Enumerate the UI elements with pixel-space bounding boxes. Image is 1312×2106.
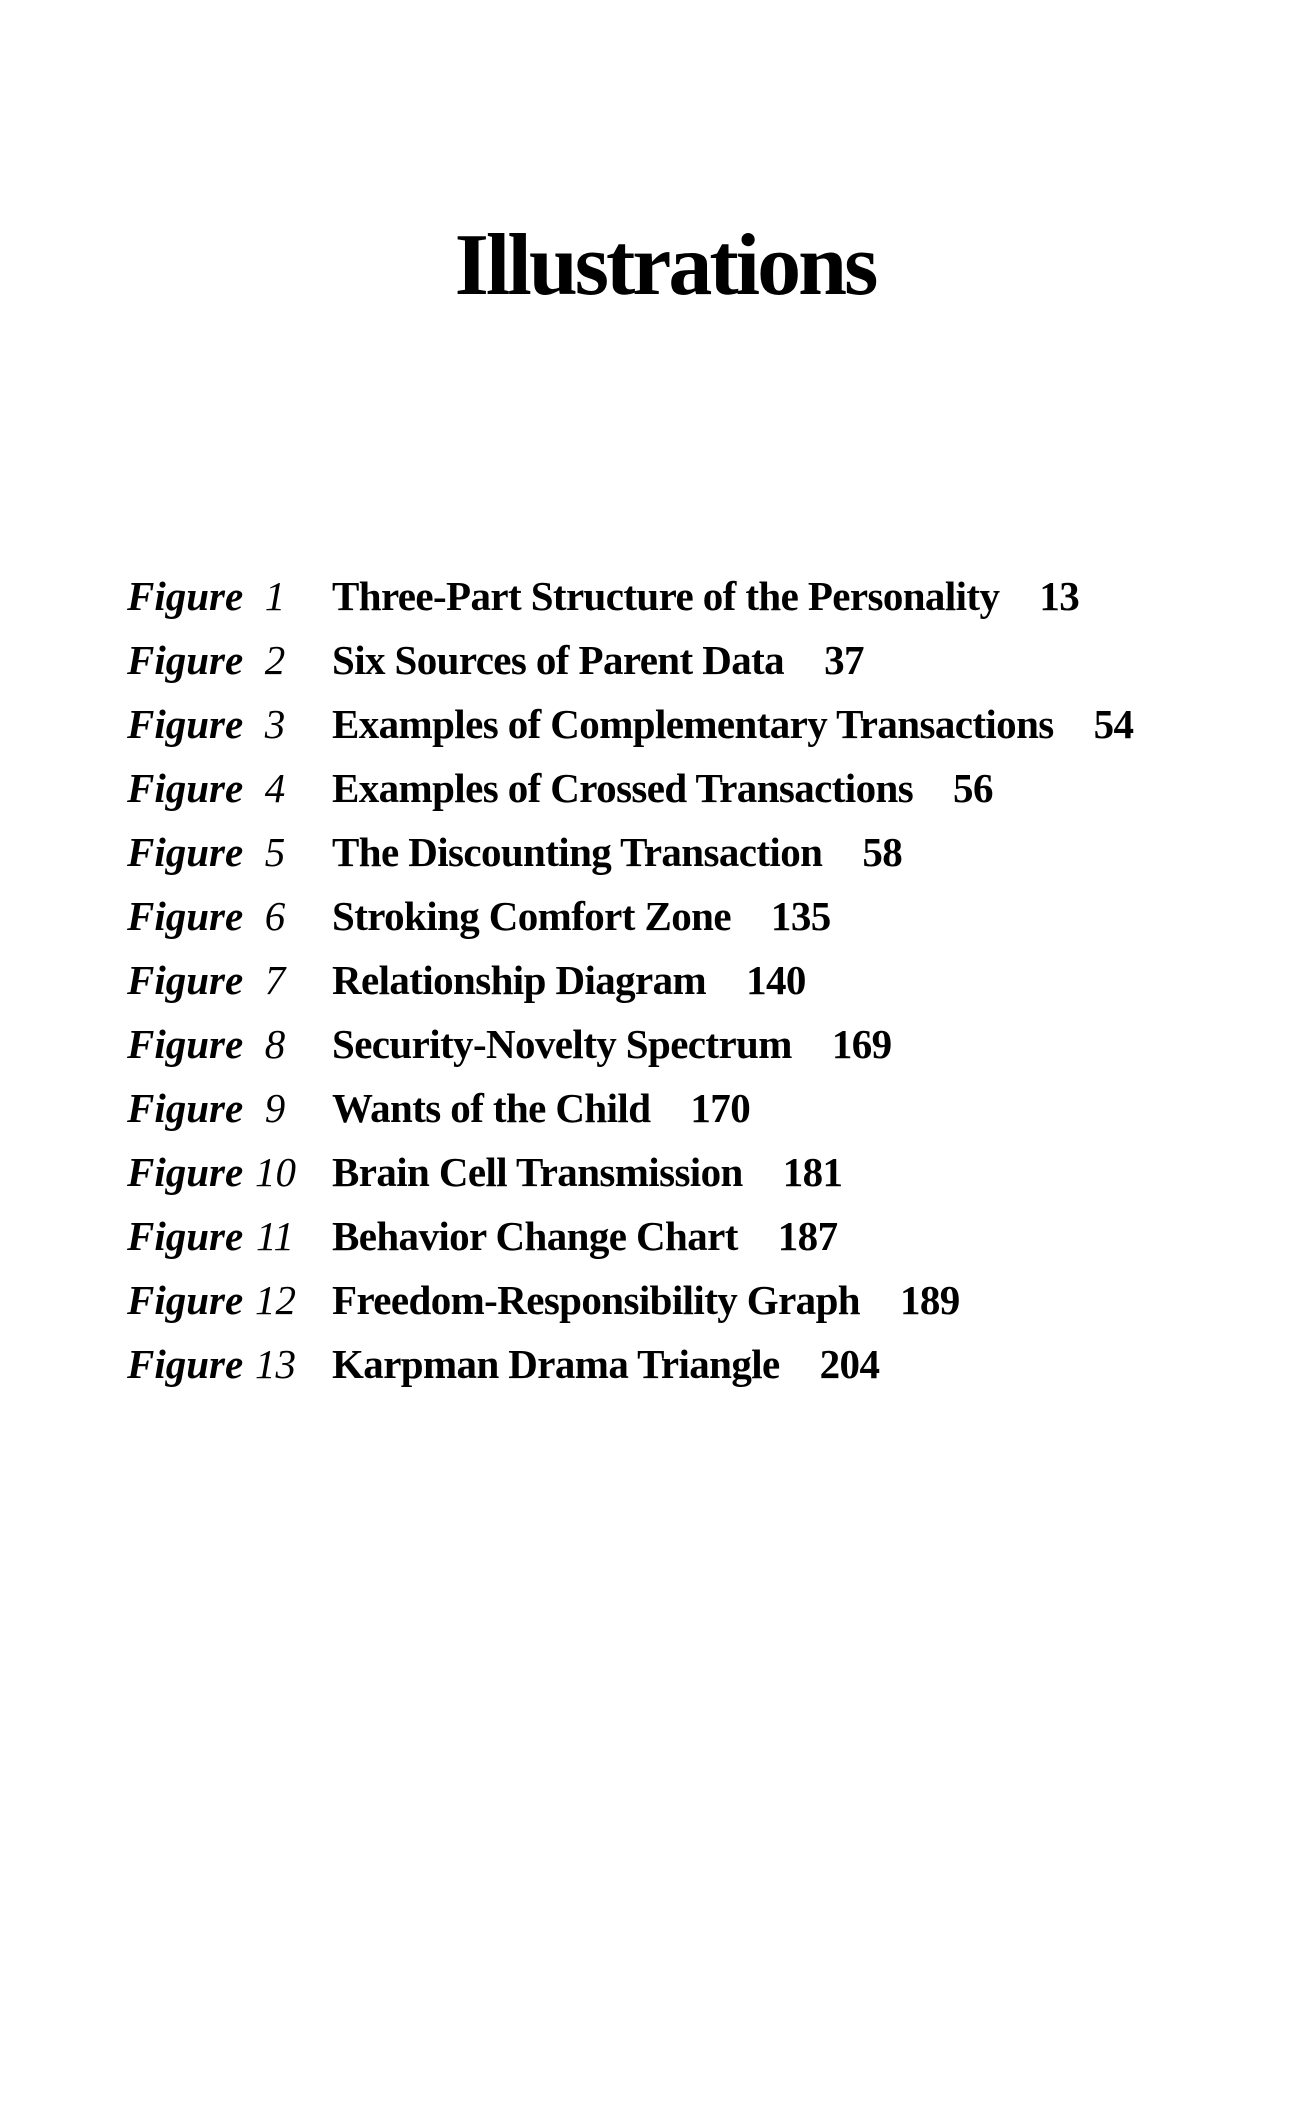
figure-label: Figure: [127, 573, 244, 619]
figure-title: Wants of the Child 170: [332, 1085, 751, 1131]
figure-title: Examples of Complementary Transactions 54: [332, 701, 1134, 747]
list-item: [0, 630, 1312, 690]
list-item: [0, 1014, 1312, 1074]
list-item: [0, 1078, 1312, 1138]
figure-label: Figure: [127, 1085, 244, 1131]
figure-title: Examples of Crossed Transactions 56: [332, 765, 993, 811]
figure-page: 58: [862, 829, 903, 875]
list-item: [0, 694, 1312, 754]
figure-page: 187: [777, 1213, 838, 1259]
figure-page: 169: [831, 1021, 892, 1067]
figure-title: Behavior Change Chart 187: [332, 1213, 838, 1259]
figure-number: 1: [264, 573, 286, 619]
figure-label: Figure: [127, 893, 244, 939]
figure-title: Security-Novelty Spectrum 169: [332, 1021, 892, 1067]
figure-number: 9: [264, 1085, 286, 1131]
list-item: [0, 886, 1312, 946]
figure-page: 37: [824, 637, 864, 683]
figure-label: Figure: [127, 829, 244, 875]
figure-number: 5: [264, 829, 286, 875]
list-item: [0, 1206, 1312, 1266]
figure-page: 189: [900, 1277, 960, 1323]
list-item: [0, 1142, 1312, 1202]
list-item: [0, 950, 1312, 1010]
figure-title: Stroking Comfort Zone 135: [332, 893, 831, 939]
figure-page: 54: [1093, 701, 1134, 747]
list-item: [0, 758, 1312, 818]
page-title: Illustrations: [454, 217, 876, 314]
figure-label: Figure: [127, 637, 244, 683]
figure-page: 181: [782, 1149, 843, 1195]
figure-number: 13: [255, 1341, 296, 1387]
figure-number: 6: [264, 893, 286, 939]
figure-number: 2: [264, 637, 286, 683]
figure-page: 135: [770, 893, 831, 939]
figure-number: 11: [256, 1213, 294, 1259]
figure-title: Karpman Drama Triangle 204: [332, 1341, 880, 1387]
figure-label: Figure: [127, 1341, 244, 1387]
figure-label: Figure: [127, 957, 244, 1003]
figure-title: Freedom-Responsibility Graph 189: [332, 1277, 960, 1323]
figure-page: 56: [953, 765, 993, 811]
figure-number: 12: [255, 1277, 296, 1323]
figure-title: Brain Cell Transmission 181: [332, 1149, 843, 1195]
figure-number: 8: [264, 1021, 286, 1067]
figure-label: Figure: [127, 1149, 244, 1195]
figure-title: Six Sources of Parent Data 37: [332, 637, 864, 683]
figure-page: 13: [1039, 573, 1080, 619]
figure-label: Figure: [127, 1021, 244, 1067]
list-item: [0, 566, 1312, 626]
figure-label: Figure: [127, 701, 244, 747]
figure-title: The Discounting Transaction 58: [332, 829, 903, 875]
list-item: [0, 1270, 1312, 1330]
figure-page: 204: [819, 1341, 880, 1387]
figure-label: Figure: [127, 1277, 244, 1323]
figure-page: 170: [690, 1085, 751, 1131]
figure-label: Figure: [127, 765, 244, 811]
figure-title: Relationship Diagram 140: [332, 957, 806, 1003]
figure-number: 3: [264, 701, 286, 747]
list-item: [0, 822, 1312, 882]
figure-label: Figure: [127, 1213, 244, 1259]
figure-page: 140: [746, 957, 806, 1003]
figure-number: 7: [264, 957, 286, 1003]
figure-title: Three-Part Structure of the Personality 13: [332, 573, 1080, 619]
list-item: [0, 1334, 1312, 1394]
figure-number: 4: [264, 765, 286, 811]
figure-number: 10: [255, 1149, 296, 1195]
